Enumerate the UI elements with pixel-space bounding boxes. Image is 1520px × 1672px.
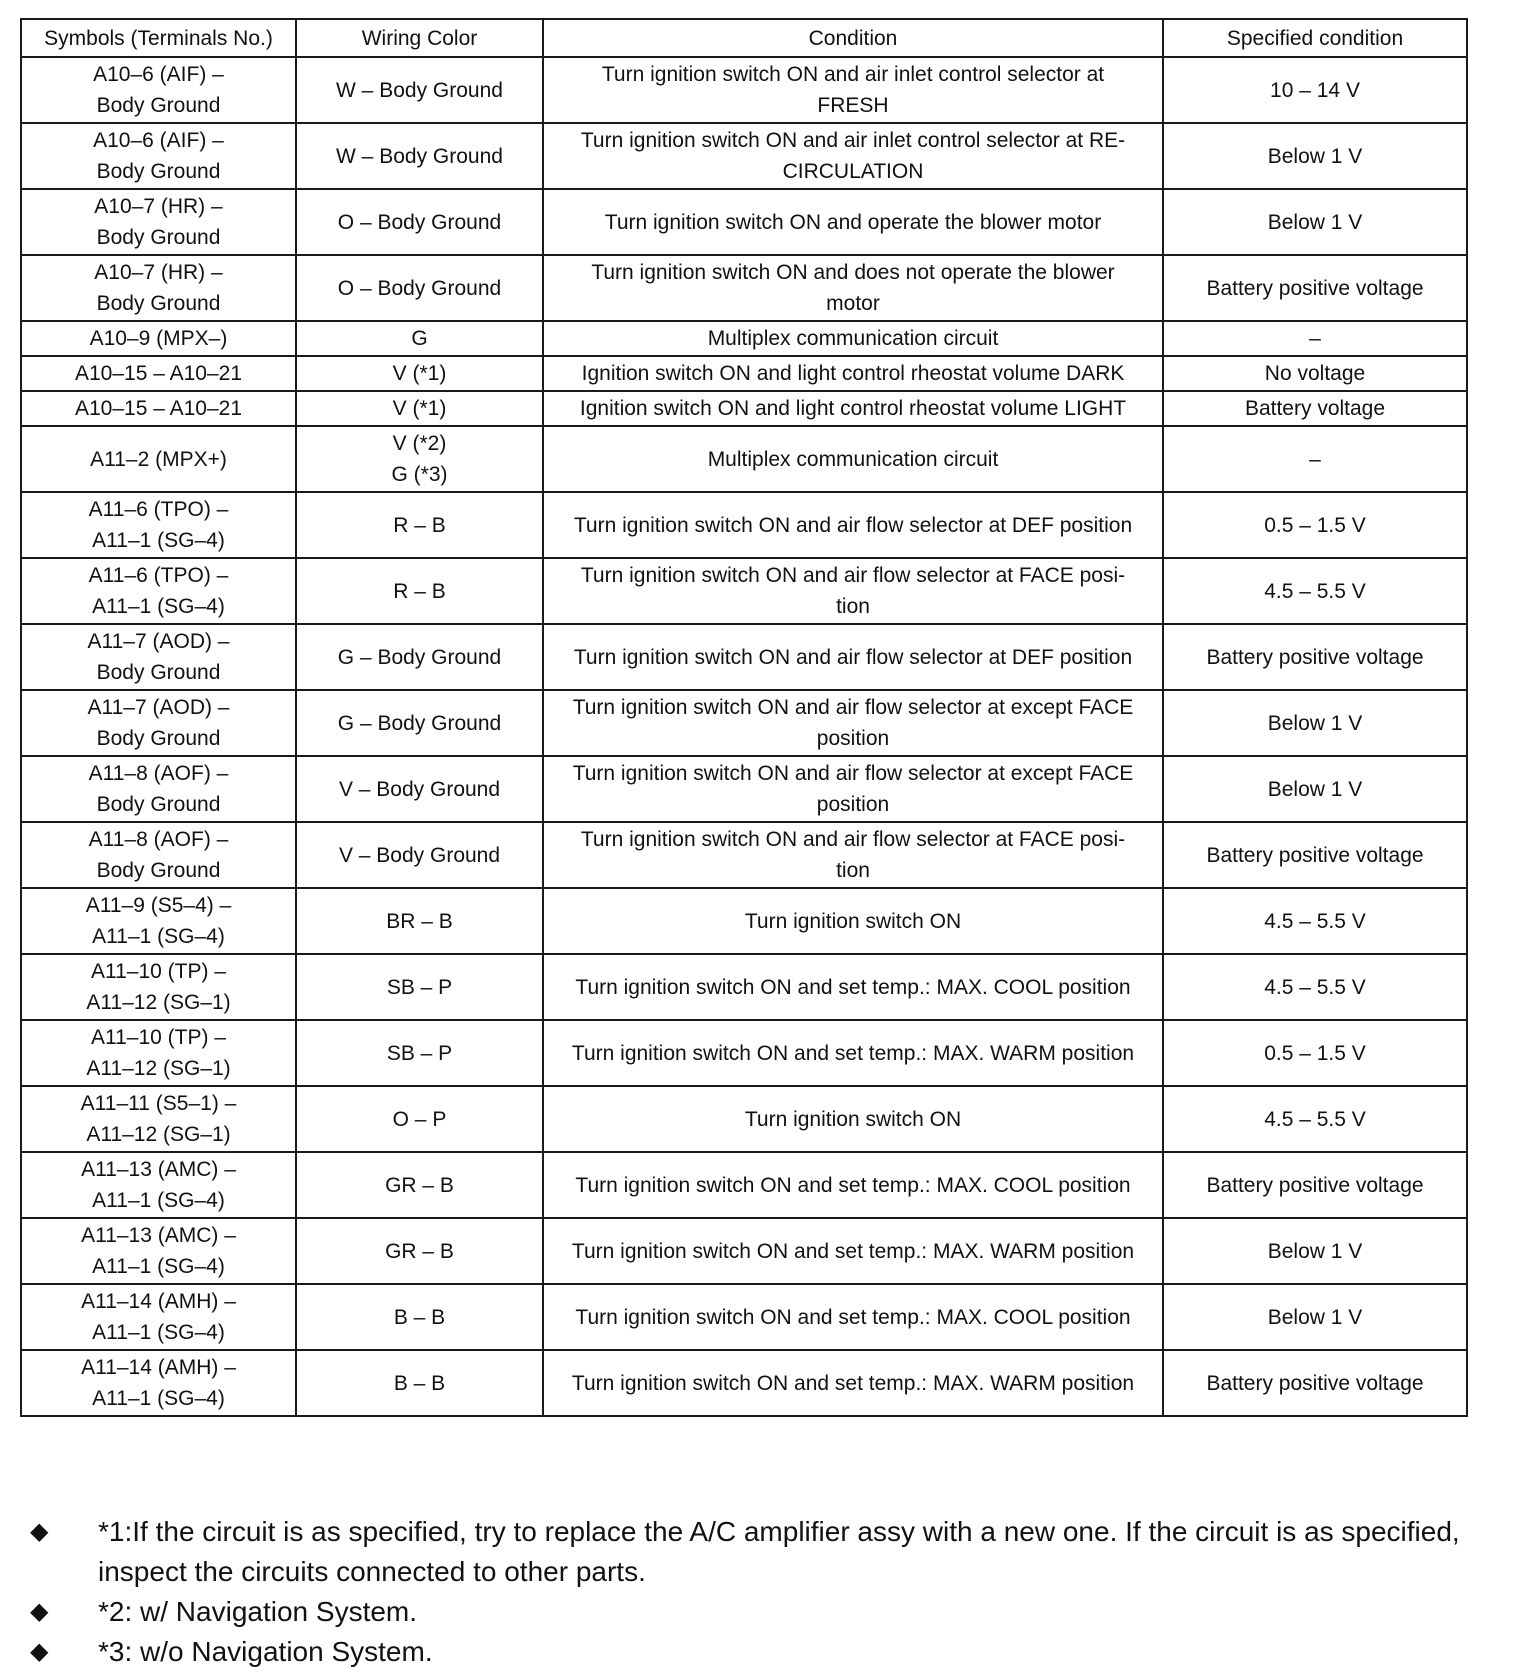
cell-condition: Turn ignition switch ON and set temp.: MAX. COOL position — [543, 954, 1163, 1020]
cell-symbol: A11–2 (MPX+) — [21, 426, 296, 492]
footnote-text: *2: w/ Navigation System. — [98, 1596, 418, 1627]
table-row — [21, 1284, 1467, 1350]
cell-spec: No voltage — [1163, 356, 1467, 391]
cell-symbol: A11–6 (TPO) – A11–1 (SG–4) — [21, 558, 296, 624]
cell-condition: Turn ignition switch ON and does not operate the blower motor — [543, 255, 1163, 321]
table-row — [21, 558, 1467, 624]
table-header-row — [21, 19, 1467, 57]
cell-condition: Turn ignition switch ON and set temp.: MAX. COOL position — [543, 1152, 1163, 1218]
cell-spec: Below 1 V — [1163, 1284, 1467, 1350]
cell-wiring: O – Body Ground — [296, 255, 543, 321]
cell-condition: Turn ignition switch ON — [543, 888, 1163, 954]
cell-symbol: A11–13 (AMC) – A11–1 (SG–4) — [21, 1152, 296, 1218]
cell-condition: Turn ignition switch ON and set temp.: MAX. WARM position — [543, 1350, 1163, 1416]
cell-wiring: G — [296, 321, 543, 356]
cell-symbol: A10–15 – A10–21 — [21, 391, 296, 426]
table-row — [21, 888, 1467, 954]
cell-symbol: A11–8 (AOF) – Body Ground — [21, 756, 296, 822]
cell-condition: Multiplex communication circuit — [543, 426, 1163, 492]
cell-symbol: A10–6 (AIF) – Body Ground — [21, 57, 296, 123]
cell-spec: Battery positive voltage — [1163, 1350, 1467, 1416]
cell-symbol: A11–7 (AOD) – Body Ground — [21, 690, 296, 756]
table-row — [21, 690, 1467, 756]
header-wiring-color: Wiring Color — [296, 19, 543, 57]
cell-spec: Battery positive voltage — [1163, 822, 1467, 888]
cell-condition: Turn ignition switch ON and set temp.: MAX. COOL position — [543, 1284, 1163, 1350]
cell-wiring: G – Body Ground — [296, 624, 543, 690]
cell-symbol: A11–11 (S5–1) – A11–12 (SG–1) — [21, 1086, 296, 1152]
table-row — [21, 1218, 1467, 1284]
cell-symbol: A11–9 (S5–4) – A11–1 (SG–4) — [21, 888, 296, 954]
cell-condition: Ignition switch ON and light control rheostat volume LIGHT — [543, 391, 1163, 426]
cell-symbol: A10–6 (AIF) – Body Ground — [21, 123, 296, 189]
cell-symbol: A11–10 (TP) – A11–12 (SG–1) — [21, 1020, 296, 1086]
cell-spec: Battery voltage — [1163, 391, 1467, 426]
table-row — [21, 954, 1467, 1020]
cell-condition: Turn ignition switch ON and set temp.: MAX. WARM position — [543, 1020, 1163, 1086]
cell-wiring: BR – B — [296, 888, 543, 954]
cell-wiring: V – Body Ground — [296, 822, 543, 888]
table-row — [21, 822, 1467, 888]
terminal-spec-table — [20, 18, 1468, 1417]
table-row — [21, 426, 1467, 492]
table-row — [21, 624, 1467, 690]
table-row — [21, 492, 1467, 558]
cell-spec: Below 1 V — [1163, 756, 1467, 822]
cell-symbol: A11–6 (TPO) – A11–1 (SG–4) — [21, 492, 296, 558]
cell-spec: Below 1 V — [1163, 189, 1467, 255]
cell-condition: Turn ignition switch ON and air flow selector at except FACE position — [543, 690, 1163, 756]
cell-wiring: V – Body Ground — [296, 756, 543, 822]
cell-wiring: B – B — [296, 1350, 543, 1416]
cell-spec: 4.5 – 5.5 V — [1163, 888, 1467, 954]
cell-wiring: V (*1) — [296, 356, 543, 391]
diamond-bullet-icon: ◆ — [30, 1518, 49, 1545]
cell-spec: Battery positive voltage — [1163, 255, 1467, 321]
cell-spec: Battery positive voltage — [1163, 1152, 1467, 1218]
cell-wiring: R – B — [296, 558, 543, 624]
cell-symbol: A11–7 (AOD) – Body Ground — [21, 624, 296, 690]
cell-wiring: V (*1) — [296, 391, 543, 426]
cell-spec: 4.5 – 5.5 V — [1163, 558, 1467, 624]
cell-symbol: A10–9 (MPX–) — [21, 321, 296, 356]
cell-spec: Below 1 V — [1163, 1218, 1467, 1284]
cell-wiring: O – Body Ground — [296, 189, 543, 255]
cell-symbol: A10–7 (HR) – Body Ground — [21, 189, 296, 255]
cell-condition: Turn ignition switch ON and air flow selector at DEF position — [543, 492, 1163, 558]
table-row — [21, 356, 1467, 391]
footnote-text: *3: w/o Navigation System. — [98, 1636, 433, 1667]
cell-spec: Below 1 V — [1163, 690, 1467, 756]
cell-symbol: A11–8 (AOF) – Body Ground — [21, 822, 296, 888]
cell-wiring: W – Body Ground — [296, 123, 543, 189]
cell-spec: – — [1163, 321, 1467, 356]
cell-spec: Below 1 V — [1163, 123, 1467, 189]
cell-spec: 4.5 – 5.5 V — [1163, 1086, 1467, 1152]
header-condition: Condition — [543, 19, 1163, 57]
cell-condition: Ignition switch ON and light control rheostat volume DARK — [543, 356, 1163, 391]
table-row — [21, 1020, 1467, 1086]
table-row — [21, 1350, 1467, 1416]
cell-wiring: R – B — [296, 492, 543, 558]
cell-symbol: A10–15 – A10–21 — [21, 356, 296, 391]
table-row — [21, 123, 1467, 189]
footnote-text: *1:If the circuit is as specified, try to replace the A/C amplifier assy with a new one. If the circuit is as specified, inspect the circuits connected to other parts. — [98, 1516, 1460, 1587]
cell-wiring: G – Body Ground — [296, 690, 543, 756]
table-row — [21, 1086, 1467, 1152]
cell-wiring: SB – P — [296, 954, 543, 1020]
cell-wiring: GR – B — [296, 1152, 543, 1218]
cell-condition: Turn ignition switch ON and air flow selector at DEF position — [543, 624, 1163, 690]
cell-spec: – — [1163, 426, 1467, 492]
cell-wiring: W – Body Ground — [296, 57, 543, 123]
cell-symbol: A11–14 (AMH) – A11–1 (SG–4) — [21, 1350, 296, 1416]
cell-wiring: V (*2) G (*3) — [296, 426, 543, 492]
cell-spec: 0.5 – 1.5 V — [1163, 1020, 1467, 1086]
cell-condition: Turn ignition switch ON and set temp.: MAX. WARM position — [543, 1218, 1163, 1284]
footnote-item — [30, 1512, 1470, 1592]
cell-symbol: A10–7 (HR) – Body Ground — [21, 255, 296, 321]
cell-wiring: GR – B — [296, 1218, 543, 1284]
cell-spec: 0.5 – 1.5 V — [1163, 492, 1467, 558]
table-row — [21, 391, 1467, 426]
footnote-item — [30, 1632, 1470, 1672]
cell-condition: Turn ignition switch ON and air flow selector at FACE posi- tion — [543, 558, 1163, 624]
footnote-item — [30, 1592, 1470, 1632]
cell-wiring: SB – P — [296, 1020, 543, 1086]
table-row — [21, 756, 1467, 822]
cell-condition: Multiplex communication circuit — [543, 321, 1163, 356]
cell-condition: Turn ignition switch ON and air inlet control selector at RE- CIRCULATION — [543, 123, 1163, 189]
cell-condition: Turn ignition switch ON and air flow selector at except FACE position — [543, 756, 1163, 822]
header-symbols: Symbols (Terminals No.) — [21, 19, 296, 57]
cell-spec: 4.5 – 5.5 V — [1163, 954, 1467, 1020]
table-row — [21, 321, 1467, 356]
cell-condition: Turn ignition switch ON and air inlet control selector at FRESH — [543, 57, 1163, 123]
header-specified-condition: Specified condition — [1163, 19, 1467, 57]
cell-symbol: A11–13 (AMC) – A11–1 (SG–4) — [21, 1218, 296, 1284]
cell-wiring: O – P — [296, 1086, 543, 1152]
table-row — [21, 255, 1467, 321]
cell-symbol: A11–14 (AMH) – A11–1 (SG–4) — [21, 1284, 296, 1350]
diamond-bullet-icon: ◆ — [30, 1598, 49, 1625]
cell-spec: 10 – 14 V — [1163, 57, 1467, 123]
cell-condition: Turn ignition switch ON — [543, 1086, 1163, 1152]
cell-condition: Turn ignition switch ON and operate the blower motor — [543, 189, 1163, 255]
cell-symbol: A11–10 (TP) – A11–12 (SG–1) — [21, 954, 296, 1020]
table-row — [21, 1152, 1467, 1218]
table-row — [21, 189, 1467, 255]
cell-spec: Battery positive voltage — [1163, 624, 1467, 690]
cell-wiring: B – B — [296, 1284, 543, 1350]
footnotes — [30, 1512, 1470, 1672]
cell-condition: Turn ignition switch ON and air flow selector at FACE posi- tion — [543, 822, 1163, 888]
table-row — [21, 57, 1467, 123]
diamond-bullet-icon: ◆ — [30, 1638, 49, 1665]
